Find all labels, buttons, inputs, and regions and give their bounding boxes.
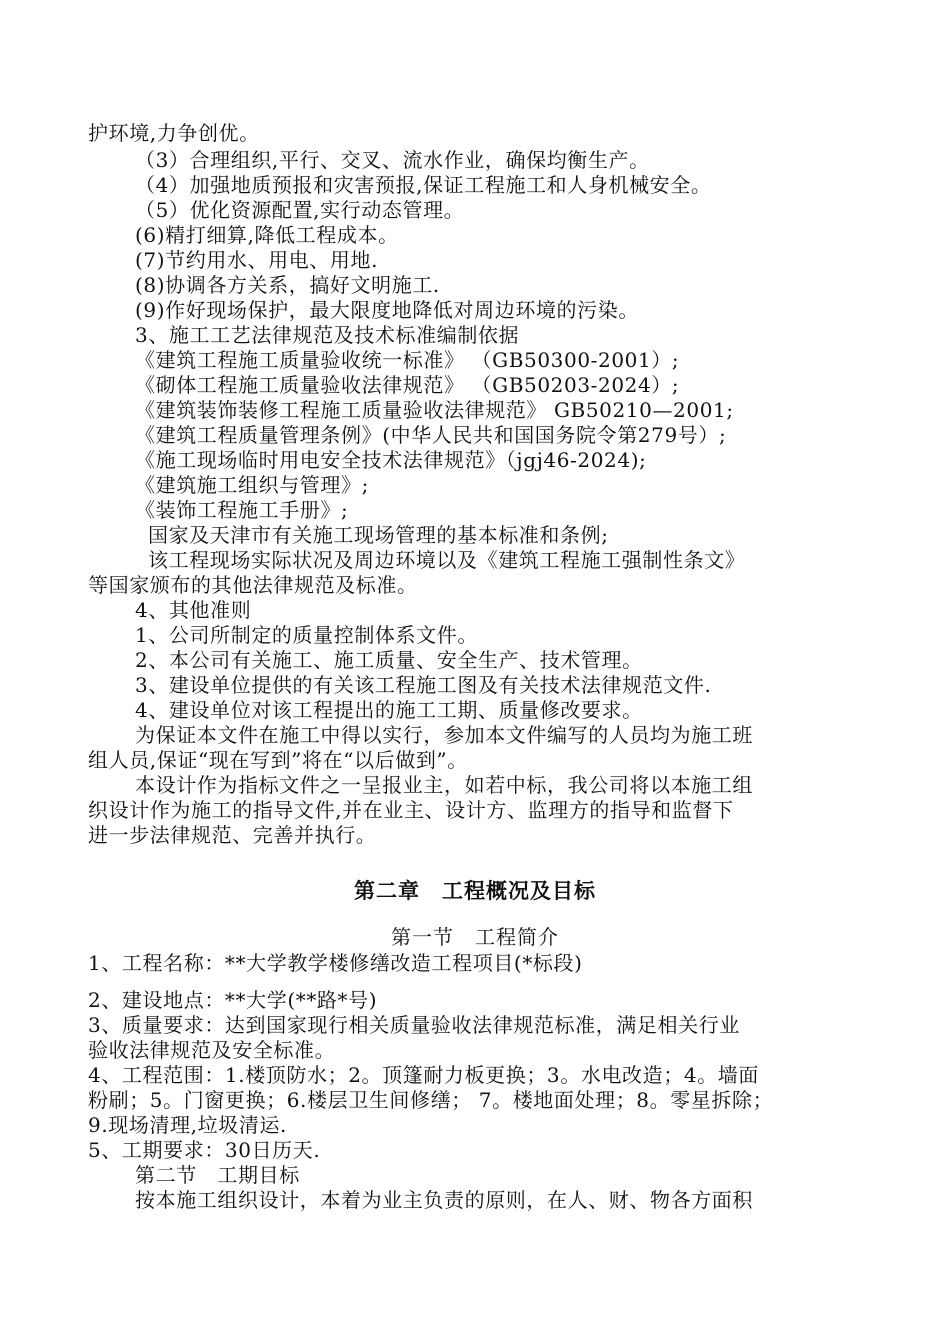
text-line: 按本施工组织设计，本着为业主负责的原则，在人、财、物各方面积	[135, 1188, 753, 1212]
text-line: 《建筑工程质量管理条例》(中华人民共和国国务院令第279号）;	[135, 423, 727, 447]
text-line: (6)精打细算,降低工程成本。	[135, 223, 399, 247]
text-line: 为保证本文件在施工中得以实行，参加本文件编写的人员均为施工班	[135, 723, 753, 747]
text-line: 3、施工工艺法律规范及技术标准编制依据	[135, 323, 520, 347]
text-line: (9)作好现场保护，最大限度地降低对周边环境的污染。	[135, 298, 639, 322]
text-line: 粉刷；5。门窗更换；6.楼层卫生间修缮； 7。楼地面处理；8。零星拆除；	[88, 1088, 774, 1112]
section-title: 第一节 工程简介	[391, 925, 559, 949]
text-line: 等国家颁布的其他法律规范及标准。	[88, 573, 418, 597]
text-line: 《建筑装饰装修工程施工质量验收法律规范》 GB50210—2001;	[135, 398, 734, 422]
text-line: 进一步法律规范、完善并执行。	[88, 823, 377, 847]
text-line: 《装饰工程施工手册》;	[135, 498, 349, 522]
text-line: 3、质量要求：达到国家现行相关质量验收法律规范标准，满足相关行业	[88, 1013, 740, 1037]
text-line: （5）优化资源配置,实行动态管理。	[135, 198, 465, 222]
chapter-title: 第二章 工程概况及目标	[354, 879, 596, 903]
text-line: （4）加强地质预报和灾害预报,保证工程施工和人身机械安全。	[135, 173, 712, 197]
text-line: 织设计作为施工的指导文件,并在业主、设计方、监理方的指导和监督下	[88, 798, 734, 822]
text-line: (7)节约用水、用电、用地.	[135, 248, 379, 272]
text-line: 1、工程名称：**大学教学楼修缮改造工程项目(*标段)	[88, 951, 583, 975]
text-line: 该工程现场实际状况及周边环境以及《建筑工程施工强制性条文》	[148, 548, 746, 572]
text-line: 4、工程范围：1.楼顶防水；2。顶篷耐力板更换；3。水电改造；4。墙面	[88, 1063, 759, 1087]
text-line: 本设计作为指标文件之一呈报业主，如若中标，我公司将以本施工组	[135, 773, 753, 797]
text-line: 4、建设单位对该工程提出的施工工期、质量修改要求。	[135, 698, 643, 722]
text-line: 《施工现场临时用电安全技术法律规范》（jgj46-2024);	[135, 448, 647, 472]
text-line: （3）合理组织,平行、交叉、流水作业，确保均衡生产。	[135, 148, 650, 172]
text-line: 2、建设地点：**大学(**路*号)	[88, 988, 378, 1012]
text-line: (8)协调各方关系，搞好文明施工.	[135, 273, 440, 297]
text-line: 组人员,保证“现在写到”将在“以后做到”。	[88, 748, 468, 772]
text-line: 9.现场清理,垃圾清运.	[88, 1113, 287, 1137]
text-line: 国家及天津市有关施工现场管理的基本标准和条例;	[148, 523, 609, 547]
text-line: 5、工期要求：30日历天.	[88, 1138, 321, 1162]
text-line: 《建筑工程施工质量验收统一标准》 （GB50300-2001）;	[135, 348, 680, 372]
text-line: 3、建设单位提供的有关该工程施工图及有关技术法律规范文件.	[135, 673, 712, 697]
text-line: 《砌体工程施工质量验收法律规范》 （GB50203-2024）;	[135, 373, 680, 397]
section-title: 第二节 工期目标	[135, 1163, 300, 1187]
text-line: 4、其他准则	[135, 598, 252, 622]
text-line: 《建筑施工组织与管理》;	[135, 473, 369, 497]
text-line: 验收法律规范及安全标准。	[88, 1038, 336, 1062]
text-line: 2、本公司有关施工、施工质量、安全生产、技术管理。	[135, 648, 643, 672]
text-line: 护环境,力争创优。	[88, 121, 260, 145]
text-line: 1、公司所制定的质量控制体系文件。	[135, 623, 478, 647]
